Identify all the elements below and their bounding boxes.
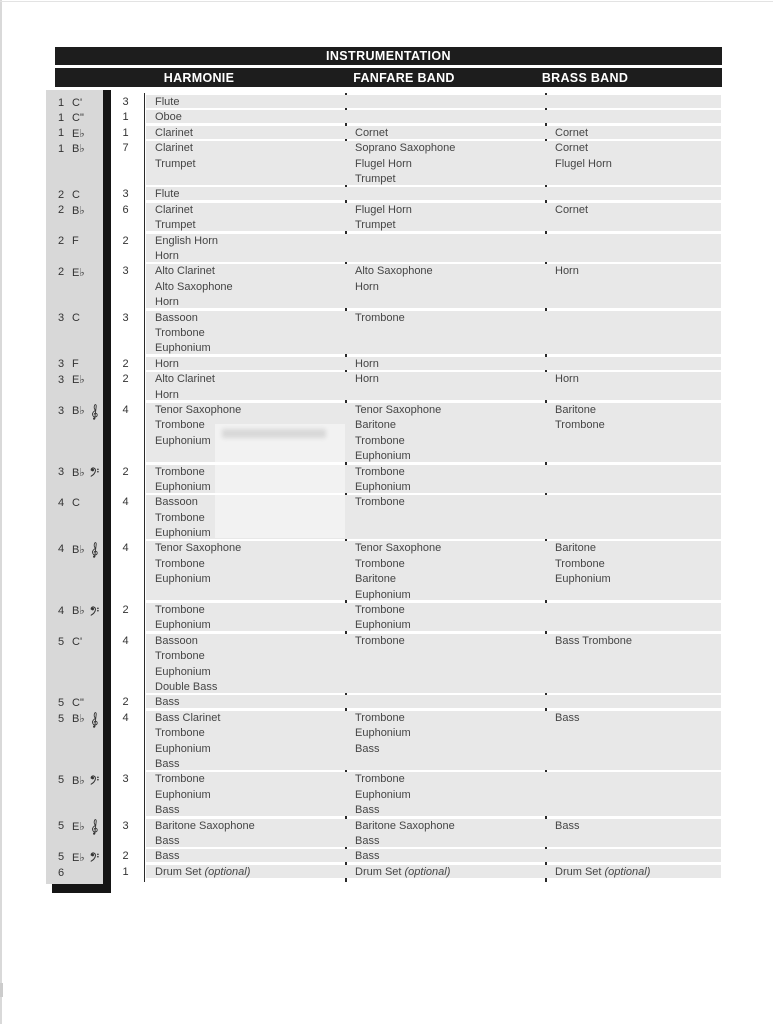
table-row-group	[46, 95, 722, 110]
row-count: 2	[122, 373, 129, 386]
fanfare-cell	[355, 465, 543, 496]
row-count: 3	[122, 96, 129, 108]
row-count: 4	[122, 634, 129, 647]
instrument-line: Euphonium	[155, 342, 211, 355]
instrument-line: Baritone Saxophone	[355, 819, 455, 832]
instrument-line: Bass	[355, 804, 380, 817]
row-label: 2 C	[58, 189, 80, 202]
harmonie-cell	[155, 849, 343, 864]
instrument-line: Trombone	[355, 711, 405, 724]
row-label: 3 B♭	[46, 403, 99, 418]
row-label: 2 F	[58, 235, 79, 248]
row-label: 4 C	[58, 496, 80, 509]
instrument-line: Bass	[355, 850, 380, 863]
table-row-group	[46, 187, 722, 202]
instrument-line: Flugel Horn	[355, 157, 412, 170]
instrument-line: Tenor Saxophone	[155, 542, 242, 555]
treble-clef-icon	[90, 541, 99, 559]
instrument-line: Bassoon	[155, 311, 198, 324]
instrument-line: Horn	[355, 280, 379, 293]
column-header-fanfare-band: FANFARE BAND	[353, 70, 455, 85]
bass-clef-icon	[90, 775, 100, 785]
instrument-line: Euphonium	[355, 788, 411, 801]
instrument-line: Trombone	[355, 311, 405, 324]
row-count: 2	[122, 604, 129, 617]
instrument-line: Trumpet	[355, 219, 396, 232]
instrument-line: Euphonium	[155, 573, 211, 586]
instrument-line: Horn	[155, 296, 179, 309]
instrument-line: Horn	[155, 249, 179, 262]
instrument-line: Flute	[155, 188, 180, 201]
instrument-line: Cornet	[555, 142, 589, 155]
instrument-line: Alto Clarinet	[155, 373, 215, 386]
harmonie-cell	[155, 234, 343, 265]
table-row-group	[46, 110, 722, 125]
scan-edge-artifact	[0, 983, 3, 997]
table-row-group	[46, 865, 722, 880]
fanfare-cell	[355, 819, 543, 850]
bass-clef-icon	[90, 467, 100, 477]
bass-clef-icon	[90, 852, 100, 862]
instrument-line: Trombone	[355, 434, 405, 447]
instrument-line: Bass	[555, 819, 580, 832]
row-count: 7	[122, 142, 129, 155]
brass-cell	[555, 711, 720, 726]
harmonie-cell	[155, 819, 343, 850]
row-count: 4	[122, 403, 129, 416]
instrument-line: Trumpet	[155, 157, 196, 170]
instrument-line: Euphonium	[155, 619, 211, 632]
instrument-line: Trombone	[355, 557, 405, 570]
fanfare-cell	[355, 141, 543, 187]
instrument-line: Bass	[355, 742, 380, 755]
treble-clef-icon	[90, 403, 99, 421]
table-row-group	[46, 603, 722, 634]
instrument-line: Trombone	[355, 465, 405, 478]
instrument-line: Double Bass	[155, 681, 218, 694]
instrumentation-title-bar	[55, 47, 722, 65]
table-row-group	[46, 203, 722, 234]
row-label: 2 E♭	[58, 266, 85, 279]
row-label: 1 B♭	[58, 142, 85, 156]
instrument-line: Euphonium	[155, 788, 211, 801]
instrument-line: Trombone	[355, 496, 405, 509]
instrument-line: Trombone	[155, 326, 205, 339]
harmonie-cell	[155, 695, 343, 710]
brass-cell	[555, 372, 720, 387]
harmonie-cell	[155, 541, 343, 587]
row-label: 1 E♭	[58, 127, 85, 140]
table-row-group	[46, 695, 722, 710]
instrument-line: Flugel Horn	[355, 203, 412, 216]
brass-cell	[555, 819, 720, 834]
page-title: INSTRUMENTATION	[326, 49, 451, 63]
row-count: 2	[122, 234, 129, 247]
table-row-group	[46, 819, 722, 850]
harmonie-cell	[155, 495, 343, 541]
instrument-line: Horn	[155, 357, 179, 370]
row-count: 2	[122, 696, 129, 709]
instrument-line: Euphonium	[155, 434, 211, 447]
fanfare-cell	[355, 372, 543, 387]
instrument-line: Bass	[155, 804, 180, 817]
instrument-line: Bass	[155, 850, 180, 863]
instrument-line: Trombone	[155, 727, 205, 740]
instrument-line: Baritone	[355, 419, 396, 432]
fanfare-cell	[355, 849, 543, 864]
instrument-line: Trombone	[155, 465, 205, 478]
instrument-line: Euphonium	[355, 480, 411, 493]
harmonie-cell	[155, 311, 343, 357]
instrument-line: Trumpet	[155, 219, 196, 232]
harmonie-cell	[155, 126, 343, 141]
row-label: 5 C"	[58, 697, 84, 710]
instrument-line: Cornet	[555, 126, 589, 139]
instrument-line: Oboe	[155, 111, 182, 124]
instrument-line: Bass Trombone	[555, 634, 633, 647]
harmonie-cell	[155, 357, 343, 372]
instrument-line: Alto Clarinet	[155, 265, 215, 278]
instrument-line: Bass	[355, 835, 380, 848]
instrument-line: Horn	[155, 388, 179, 401]
row-label: 3 B♭	[46, 465, 100, 480]
row-label: 5 E♭	[46, 849, 100, 864]
treble-clef-icon	[90, 711, 99, 729]
row-label: 5 B♭	[46, 772, 100, 787]
harmonie-cell	[155, 772, 343, 818]
instrument-line: Clarinet	[155, 142, 193, 155]
treble-clef-icon	[90, 818, 99, 836]
row-count: 3	[122, 773, 129, 786]
fanfare-cell	[355, 603, 543, 634]
row-count: 6	[122, 203, 129, 216]
harmonie-cell	[155, 865, 343, 880]
instrument-line: Trombone	[355, 604, 405, 617]
instrument-line: Cornet	[555, 203, 589, 216]
instrument-line: Horn	[355, 357, 379, 370]
row-label: 3 F	[58, 358, 79, 371]
instrument-line: Drum Set (optional)	[355, 865, 451, 878]
table-row-group	[46, 264, 722, 310]
row-label: 4 B♭	[46, 541, 99, 556]
instrument-line: Tenor Saxophone	[355, 403, 442, 416]
fanfare-cell	[355, 541, 543, 603]
table-row-group	[46, 772, 722, 818]
instrument-line: Bass	[155, 696, 180, 709]
instrument-line: Horn	[555, 373, 579, 386]
instrument-line: Euphonium	[355, 727, 411, 740]
table-body	[46, 95, 722, 885]
instrument-line: Trombone	[555, 419, 605, 432]
row-label: 2 B♭	[58, 204, 85, 217]
table-row-group	[46, 357, 722, 372]
column-header-bar	[55, 68, 722, 87]
instrument-line: Bass Clarinet	[155, 711, 221, 724]
instrument-line: Horn	[355, 373, 379, 386]
harmonie-cell	[155, 372, 343, 403]
row-label: 3 E♭	[58, 373, 85, 387]
instrument-line: Euphonium	[155, 480, 211, 493]
harmonie-cell	[155, 634, 343, 696]
brass-cell	[555, 126, 720, 141]
instrument-line: Euphonium	[155, 742, 211, 755]
table-row-group	[46, 711, 722, 773]
instrument-line: Horn	[555, 265, 579, 278]
table-row-group	[46, 372, 722, 403]
instrument-line: Trombone	[155, 557, 205, 570]
brass-cell	[555, 403, 720, 434]
instrument-line: Trombone	[155, 773, 205, 786]
table-row-group	[46, 465, 722, 496]
row-count: 2	[122, 465, 129, 478]
row-label: 5 E♭	[46, 819, 99, 834]
instrument-line: Trombone	[355, 634, 405, 647]
instrument-line: Trombone	[155, 650, 205, 663]
panel-shadow	[52, 884, 111, 893]
brass-cell	[555, 141, 720, 172]
instrument-line: Alto Saxophone	[155, 280, 233, 293]
table-row-group	[46, 141, 722, 187]
instrument-line: Baritone	[355, 573, 396, 586]
row-label: 3 C	[58, 312, 80, 325]
row-label: 4 B♭	[46, 603, 100, 618]
instrument-line: Euphonium	[155, 665, 211, 678]
row-label: 1 C"	[58, 112, 84, 125]
scan-edge-artifact	[0, 0, 2, 1024]
instrument-line: Euphonium	[555, 573, 611, 586]
table-row-group	[46, 126, 722, 141]
harmonie-cell	[155, 141, 343, 172]
brass-cell	[555, 865, 720, 880]
harmonie-cell	[155, 403, 343, 449]
row-count: 4	[122, 542, 129, 555]
fanfare-cell	[355, 203, 543, 234]
row-count: 3	[122, 819, 129, 832]
instrument-line: Trombone	[155, 419, 205, 432]
row-count: 3	[122, 265, 129, 278]
harmonie-cell	[155, 187, 343, 202]
fanfare-cell	[355, 126, 543, 141]
fanfare-cell	[355, 403, 543, 465]
instrument-line: Trombone	[155, 511, 205, 524]
harmonie-cell	[155, 711, 343, 773]
instrument-line: Euphonium	[355, 450, 411, 463]
harmonie-cell	[155, 95, 343, 110]
row-count: 2	[122, 357, 129, 370]
instrument-line: Soprano Saxophone	[355, 142, 456, 155]
instrument-line: Bassoon	[155, 634, 198, 647]
fanfare-cell	[355, 634, 543, 649]
fanfare-cell	[355, 311, 543, 326]
instrument-line: Bass	[155, 758, 180, 771]
fanfare-cell	[355, 711, 543, 757]
instrument-line: Bass	[555, 711, 580, 724]
scan-edge-artifact	[0, 1, 773, 2]
instrument-line: English Horn	[155, 234, 218, 247]
instrument-line: Baritone Saxophone	[155, 819, 255, 832]
row-label: 5 C'	[58, 635, 83, 648]
row-label: 6	[58, 866, 65, 879]
instrument-line: Baritone	[555, 542, 596, 555]
harmonie-cell	[155, 110, 343, 125]
column-header-harmonie: HARMONIE	[163, 70, 235, 85]
instrument-line: Trumpet	[355, 172, 396, 185]
row-count: 1	[122, 865, 129, 878]
row-count: 4	[122, 496, 129, 509]
row-count: 1	[122, 126, 129, 139]
instrument-line: Euphonium	[355, 619, 411, 632]
table-row-group	[46, 311, 722, 357]
fanfare-cell	[355, 264, 543, 295]
table-row-group	[46, 634, 722, 696]
row-label: 5 B♭	[46, 711, 99, 726]
table-row-group	[46, 234, 722, 265]
instrument-line: Flute	[155, 96, 180, 108]
instrument-line: Trombone	[355, 773, 405, 786]
instrument-line: Tenor Saxophone	[355, 542, 442, 555]
row-count: 3	[122, 188, 129, 201]
instrument-line: Drum Set (optional)	[155, 865, 251, 878]
instrument-line: Cornet	[355, 126, 389, 139]
instrument-line: Clarinet	[155, 203, 193, 216]
table-row-group	[46, 403, 722, 465]
instrument-line: Bass	[155, 835, 180, 848]
bass-clef-icon	[90, 606, 100, 616]
instrument-line: Euphonium	[155, 527, 211, 540]
row-count: 1	[122, 111, 129, 124]
column-header-brass-band: BRASS BAND	[541, 70, 629, 85]
instrument-line: Trombone	[155, 604, 205, 617]
brass-cell	[555, 203, 720, 218]
brass-cell	[555, 264, 720, 279]
harmonie-cell	[155, 264, 343, 310]
row-count: 3	[122, 311, 129, 324]
fanfare-cell	[355, 865, 543, 880]
table-row-group	[46, 849, 722, 864]
instrument-line: Tenor Saxophone	[155, 403, 242, 416]
instrument-line: Clarinet	[155, 126, 193, 139]
instrument-line: Trombone	[555, 557, 605, 570]
fanfare-cell	[355, 357, 543, 372]
harmonie-cell	[155, 203, 343, 234]
fanfare-cell	[355, 772, 543, 818]
row-count: 2	[122, 850, 129, 863]
table-row-group	[46, 495, 722, 541]
brass-cell	[555, 541, 720, 587]
instrument-line: Bassoon	[155, 496, 198, 509]
fanfare-cell	[355, 495, 543, 510]
harmonie-cell	[155, 465, 343, 496]
row-label: 1 C'	[58, 96, 83, 109]
harmonie-cell	[155, 603, 343, 634]
row-count: 4	[122, 711, 129, 724]
table-row-group	[46, 541, 722, 603]
instrument-line: Euphonium	[355, 588, 411, 601]
brass-cell	[555, 634, 720, 649]
instrument-line: Flugel Horn	[555, 157, 612, 170]
instrument-line: Alto Saxophone	[355, 265, 433, 278]
instrument-line: Baritone	[555, 403, 596, 416]
instrument-line: Drum Set (optional)	[555, 865, 651, 878]
